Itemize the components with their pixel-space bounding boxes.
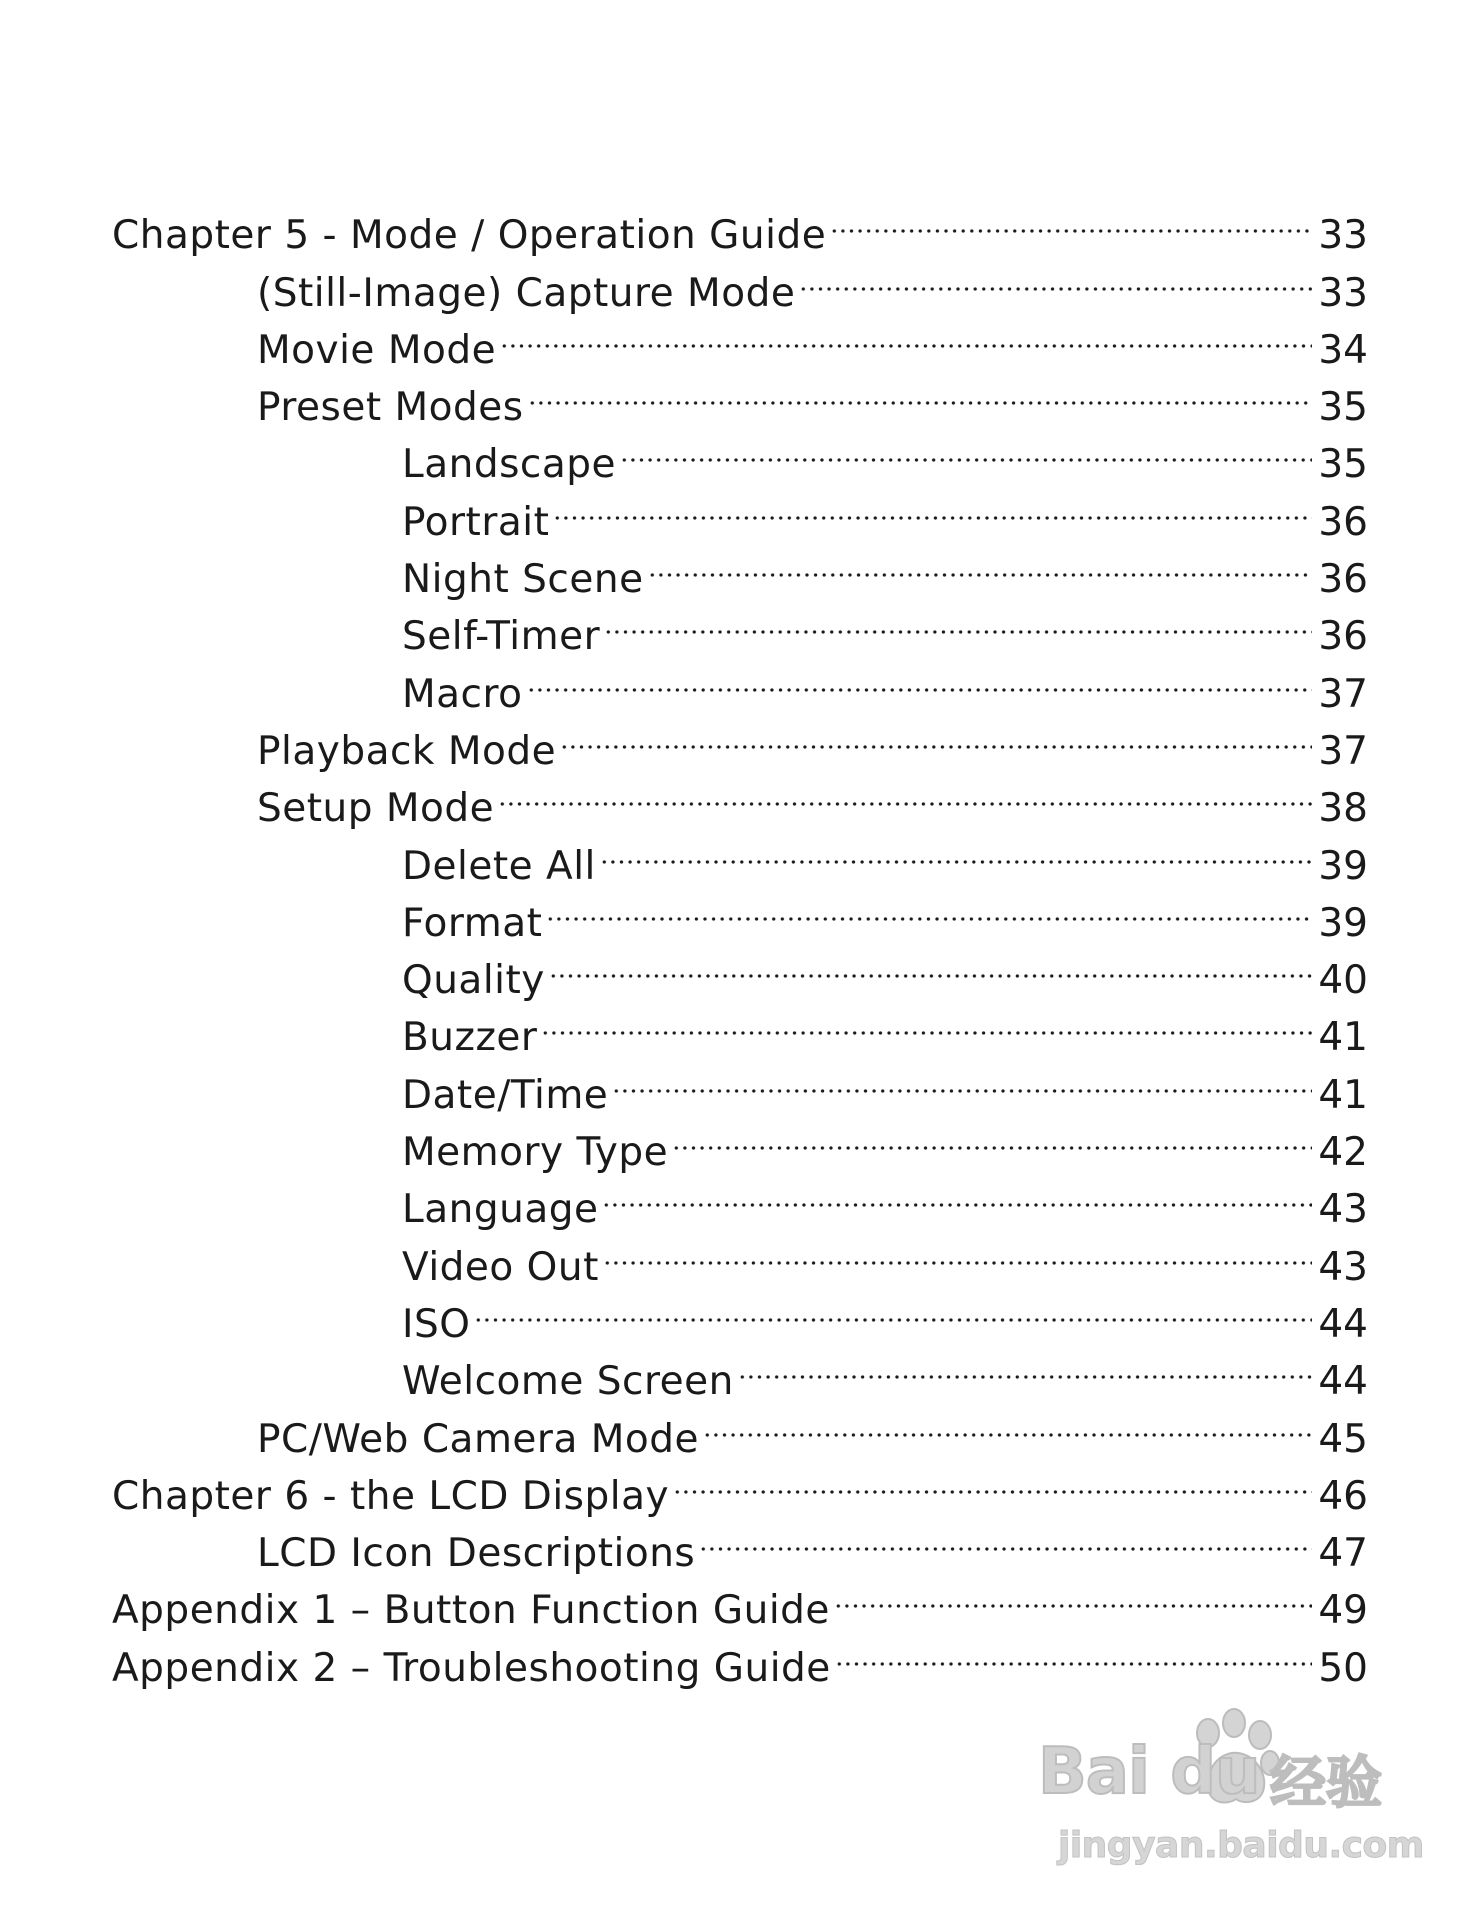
toc-entry-page: 40 — [1318, 958, 1368, 1004]
toc-entry-page: 43 — [1318, 1244, 1368, 1290]
toc-entry[interactable] — [112, 1108, 1368, 1176]
toc-entry-page: 34 — [1318, 327, 1368, 373]
toc-entry-page: 36 — [1318, 614, 1368, 660]
toc-entry-page: 41 — [1318, 1072, 1368, 1118]
toc-entry-page: 44 — [1318, 1359, 1368, 1405]
toc-dot-leader — [500, 306, 1312, 363]
toc-entry[interactable] — [112, 1280, 1368, 1347]
toc-entry[interactable] — [112, 707, 1368, 774]
toc-entry-page: 41 — [1318, 1015, 1368, 1061]
toc-entry-title: (Still-Image) Capture Mode — [257, 270, 796, 316]
toc-dot-leader — [835, 1623, 1313, 1680]
toc-dot-leader — [527, 649, 1313, 706]
toc-entry[interactable] — [112, 993, 1368, 1061]
toc-entry-page: 37 — [1318, 671, 1368, 717]
toc-dot-leader — [799, 248, 1312, 305]
toc-entry-title: Self-Timer — [402, 614, 601, 660]
toc-dot-leader — [672, 1108, 1312, 1165]
toc-dot-leader — [834, 1566, 1312, 1623]
toc-entry-page: 39 — [1318, 843, 1368, 889]
table-of-contents — [112, 191, 1368, 1691]
toc-entry-title: Quality — [402, 958, 545, 1004]
toc-entry-page: 38 — [1318, 786, 1368, 832]
toc-entry-title: Landscape — [402, 442, 617, 488]
toc-entry-title: Delete All — [402, 843, 596, 889]
toc-entry-title: Appendix 2 – Troubleshooting Guide — [112, 1645, 831, 1691]
toc-dot-leader — [553, 477, 1312, 534]
toc-entry-page: 43 — [1318, 1187, 1368, 1233]
toc-entry-title: Chapter 5 - Mode / Operation Guide — [112, 213, 827, 259]
toc-entry-title: Chapter 6 - the LCD Display — [112, 1473, 670, 1519]
toc-entry[interactable] — [112, 879, 1368, 946]
toc-entry-page: 39 — [1318, 900, 1368, 946]
toc-entry-title: Memory Type — [402, 1130, 669, 1176]
toc-dot-leader — [673, 1452, 1312, 1509]
baidu-logo-text: Bai du — [1038, 1735, 1260, 1809]
toc-entry-page: 45 — [1318, 1416, 1368, 1462]
toc-dot-leader — [546, 879, 1312, 936]
toc-entry-page: 35 — [1318, 442, 1368, 488]
toc-entry-page: 50 — [1318, 1645, 1368, 1691]
toc-dot-leader — [498, 764, 1312, 821]
toc-entry[interactable] — [112, 1222, 1368, 1290]
toc-entry-title: Buzzer — [402, 1015, 538, 1061]
toc-entry-page: 36 — [1318, 557, 1368, 603]
toc-entry-title: Date/Time — [402, 1072, 609, 1118]
toc-entry-title: Welcome Screen — [402, 1359, 734, 1405]
toc-entry-page: 33 — [1318, 213, 1368, 259]
toc-entry-page: 35 — [1318, 385, 1368, 431]
toc-dot-leader — [528, 363, 1313, 420]
toc-entry-page: 37 — [1318, 728, 1368, 774]
toc-dot-leader — [604, 592, 1312, 649]
toc-dot-leader — [560, 707, 1312, 764]
toc-entry-title: Night Scene — [402, 557, 644, 603]
toc-entry[interactable] — [112, 1050, 1368, 1118]
toc-entry-title: Language — [402, 1187, 599, 1233]
toc-entry-title: Appendix 1 – Button Function Guide — [112, 1588, 830, 1634]
jingyan-logo-text: 经验 — [1270, 1751, 1382, 1816]
toc-dot-leader — [648, 535, 1313, 592]
toc-dot-leader — [703, 1394, 1312, 1451]
toc-dot-leader — [474, 1280, 1312, 1337]
toc-entry-title: PC/Web Camera Mode — [257, 1416, 700, 1462]
toc-entry[interactable] — [112, 535, 1368, 603]
toc-entry[interactable] — [112, 592, 1368, 660]
baidu-jingyan-watermark — [1038, 1705, 1424, 1866]
toc-entry-page: 47 — [1318, 1531, 1368, 1577]
watermark-url: jingyan.baidu.com — [1058, 1825, 1424, 1866]
toc-dot-leader — [620, 420, 1312, 477]
toc-entry-page: 46 — [1318, 1473, 1368, 1519]
toc-entry[interactable] — [112, 1394, 1368, 1462]
toc-entry[interactable] — [112, 936, 1368, 1004]
toc-dot-leader — [602, 1165, 1312, 1222]
toc-dot-leader — [600, 821, 1312, 878]
toc-entry-page: 44 — [1318, 1301, 1368, 1347]
toc-dot-leader — [612, 1050, 1312, 1107]
toc-entry-title: Video Out — [402, 1244, 599, 1290]
toc-entry[interactable] — [112, 477, 1368, 545]
toc-entry-title: LCD Icon Descriptions — [257, 1531, 696, 1577]
toc-dot-leader — [549, 936, 1313, 993]
toc-entry-page: 42 — [1318, 1130, 1368, 1176]
toc-entry-page: 36 — [1318, 499, 1368, 545]
toc-entry[interactable] — [112, 1337, 1368, 1405]
toc-dot-leader — [738, 1337, 1312, 1394]
toc-entry-title: Movie Mode — [257, 327, 497, 373]
toc-entry[interactable] — [112, 1165, 1368, 1233]
toc-dot-leader — [541, 993, 1312, 1050]
toc-entry-page: 33 — [1318, 270, 1368, 316]
toc-dot-leader — [603, 1222, 1312, 1279]
toc-entry-title: Setup Mode — [257, 786, 495, 832]
toc-entry-title: Portrait — [402, 499, 550, 545]
toc-entry-title: ISO — [402, 1301, 471, 1347]
toc-entry[interactable] — [112, 191, 1368, 259]
toc-entry-title: Macro — [402, 671, 523, 717]
toc-entry-title: Format — [402, 900, 543, 946]
toc-dot-leader — [830, 191, 1312, 248]
toc-dot-leader — [699, 1509, 1312, 1566]
toc-entry-title: Preset Modes — [257, 385, 524, 431]
toc-entry-page: 49 — [1318, 1588, 1368, 1634]
toc-entry[interactable] — [112, 649, 1368, 717]
toc-entry-title: Playback Mode — [257, 728, 557, 774]
